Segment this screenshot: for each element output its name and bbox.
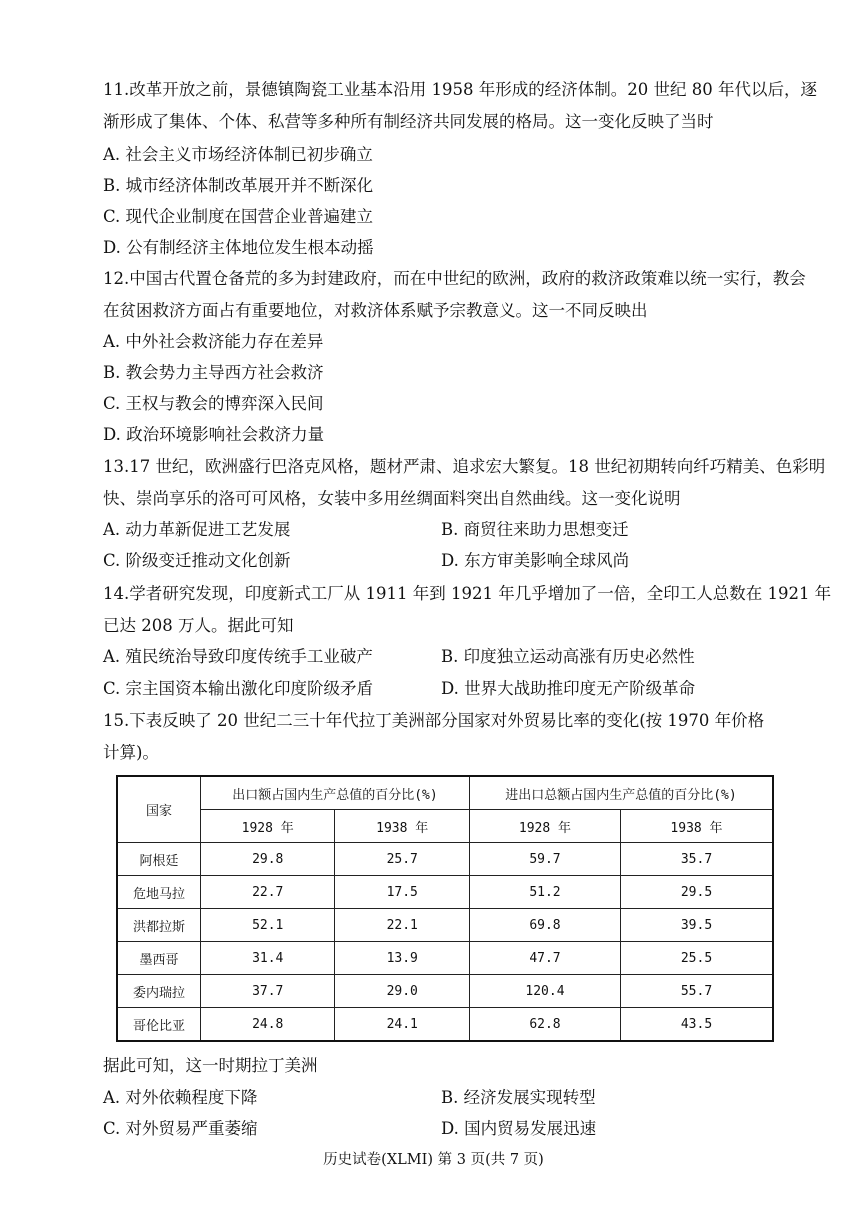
q15-stem-after-table: 据此可知，这一时期拉丁美洲 [103, 1056, 318, 1075]
table-cell: 29.5 [621, 876, 774, 909]
q11-stem-line2: 渐形成了集体、个体、私营等多种所有制经济共同发展的格局。这一变化反映了当时 [103, 112, 714, 131]
q14-option-d: D. 世界大战助推印度无产阶级革命 [441, 679, 696, 698]
table-header-year: 1938 年 [621, 810, 774, 843]
q14-option-b: B. 印度独立运动高涨有历史必然性 [441, 647, 695, 666]
table-cell-country: 哥伦比亚 [117, 1008, 201, 1042]
table-cell: 24.1 [335, 1008, 470, 1042]
table-header-year: 1938 年 [335, 810, 470, 843]
table-cell: 31.4 [201, 942, 335, 975]
table-row [117, 975, 773, 1008]
q11-option-d: D. 公有制经济主体地位发生根本动摇 [103, 238, 374, 257]
q13-option-b: B. 商贸往来助力思想变迁 [441, 520, 629, 539]
q12-option-c: C. 王权与教会的博弈深入民间 [103, 394, 324, 413]
table-cell: 17.5 [335, 876, 470, 909]
table-cell: 59.7 [469, 843, 620, 876]
table-cell-country: 洪都拉斯 [117, 909, 201, 942]
table-cell: 39.5 [621, 909, 774, 942]
table-cell: 22.7 [201, 876, 335, 909]
table-cell: 120.4 [469, 975, 620, 1008]
q13-option-d: D. 东方审美影响全球风尚 [441, 551, 630, 570]
table-cell: 37.7 [201, 975, 335, 1008]
table-header-trade-share: 进出口总额占国内生产总值的百分比(%) [469, 776, 773, 810]
table-cell: 13.9 [335, 942, 470, 975]
table-row [117, 843, 773, 876]
q14-stem-line2: 已达 208 万人。据此可知 [103, 616, 294, 635]
q15-option-a: A. 对外依赖程度下降 [103, 1088, 258, 1107]
q15-option-b: B. 经济发展实现转型 [441, 1088, 596, 1107]
table-cell: 55.7 [621, 975, 774, 1008]
table-cell-country: 墨西哥 [117, 942, 201, 975]
q13-stem-line1: 13.17 世纪，欧洲盛行巴洛克风格，题材严肃、追求宏大繁复。18 世纪初期转向纤巧精美、色彩明 [103, 457, 826, 476]
table-header-export-share: 出口额占国内生产总值的百分比(%) [201, 776, 470, 810]
table-cell: 25.5 [621, 942, 774, 975]
q13-option-c: C. 阶级变迁推动文化创新 [103, 551, 291, 570]
q12-option-a: A. 中外社会救济能力存在差异 [103, 332, 324, 351]
q11-option-a: A. 社会主义市场经济体制已初步确立 [103, 145, 373, 164]
table-cell-country: 阿根廷 [117, 843, 201, 876]
q11-stem-line1: 11.改革开放之前，景德镇陶瓷工业基本沿用 1958 年形成的经济体制。20 世纪 80 年代以后，逐 [103, 80, 817, 99]
table-row [117, 876, 773, 909]
table-header-country: 国家 [117, 776, 201, 843]
q11-option-b: B. 城市经济体制改革展开并不断深化 [103, 176, 374, 195]
q14-stem-line1: 14.学者研究发现，印度新式工厂从 1911 年到 1921 年几乎增加了一倍，全印工人总数在 1921 年 [103, 584, 832, 603]
table-cell: 22.1 [335, 909, 470, 942]
table-cell: 62.8 [469, 1008, 620, 1042]
table-cell: 24.8 [201, 1008, 335, 1042]
q13-stem-line2: 快、崇尚享乐的洛可可风格，女装中多用丝绸面料突出自然曲线。这一变化说明 [103, 489, 681, 508]
table-cell: 25.7 [335, 843, 470, 876]
q14-option-c: C. 宗主国资本输出激化印度阶级矛盾 [103, 679, 374, 698]
page-footer: 历史试卷(XLMI) 第 3 页(共 7 页) [323, 1152, 544, 1168]
table-cell: 35.7 [621, 843, 774, 876]
table-header-year: 1928 年 [469, 810, 620, 843]
table-cell-country: 委内瑞拉 [117, 975, 201, 1008]
table-cell: 51.2 [469, 876, 620, 909]
table-cell: 43.5 [621, 1008, 774, 1042]
q13-option-a: A. 动力革新促进工艺发展 [103, 520, 291, 539]
trade-ratio-table [116, 775, 774, 1042]
table-cell: 47.7 [469, 942, 620, 975]
q11-option-c: C. 现代企业制度在国营企业普遍建立 [103, 207, 374, 226]
table-row [117, 909, 773, 942]
table-cell: 52.1 [201, 909, 335, 942]
table-header-year: 1928 年 [201, 810, 335, 843]
q12-stem-line1: 12.中国古代置仓备荒的多为封建政府，而在中世纪的欧洲，政府的救济政策难以统一实行，教会 [103, 269, 806, 288]
q12-option-d: D. 政治环境影响社会救济力量 [103, 425, 325, 444]
q14-option-a: A. 殖民统治导致印度传统手工业破产 [103, 647, 373, 666]
table-cell: 29.0 [335, 975, 470, 1008]
table-cell-country: 危地马拉 [117, 876, 201, 909]
table-row [117, 942, 773, 975]
q15-option-d: D. 国内贸易发展迅速 [441, 1119, 597, 1138]
q12-stem-line2: 在贫困救济方面占有重要地位，对救济体系赋予宗教意义。这一不同反映出 [103, 301, 648, 320]
table-row [117, 1008, 773, 1042]
q15-stem-line2: 计算)。 [103, 743, 159, 762]
q12-option-b: B. 教会势力主导西方社会救济 [103, 363, 324, 382]
q15-stem-line1: 15.下表反映了 20 世纪二三十年代拉丁美洲部分国家对外贸易比率的变化(按 1970 年价格 [103, 711, 765, 730]
table-cell: 69.8 [469, 909, 620, 942]
table-cell: 29.8 [201, 843, 335, 876]
q15-option-c: C. 对外贸易严重萎缩 [103, 1119, 258, 1138]
